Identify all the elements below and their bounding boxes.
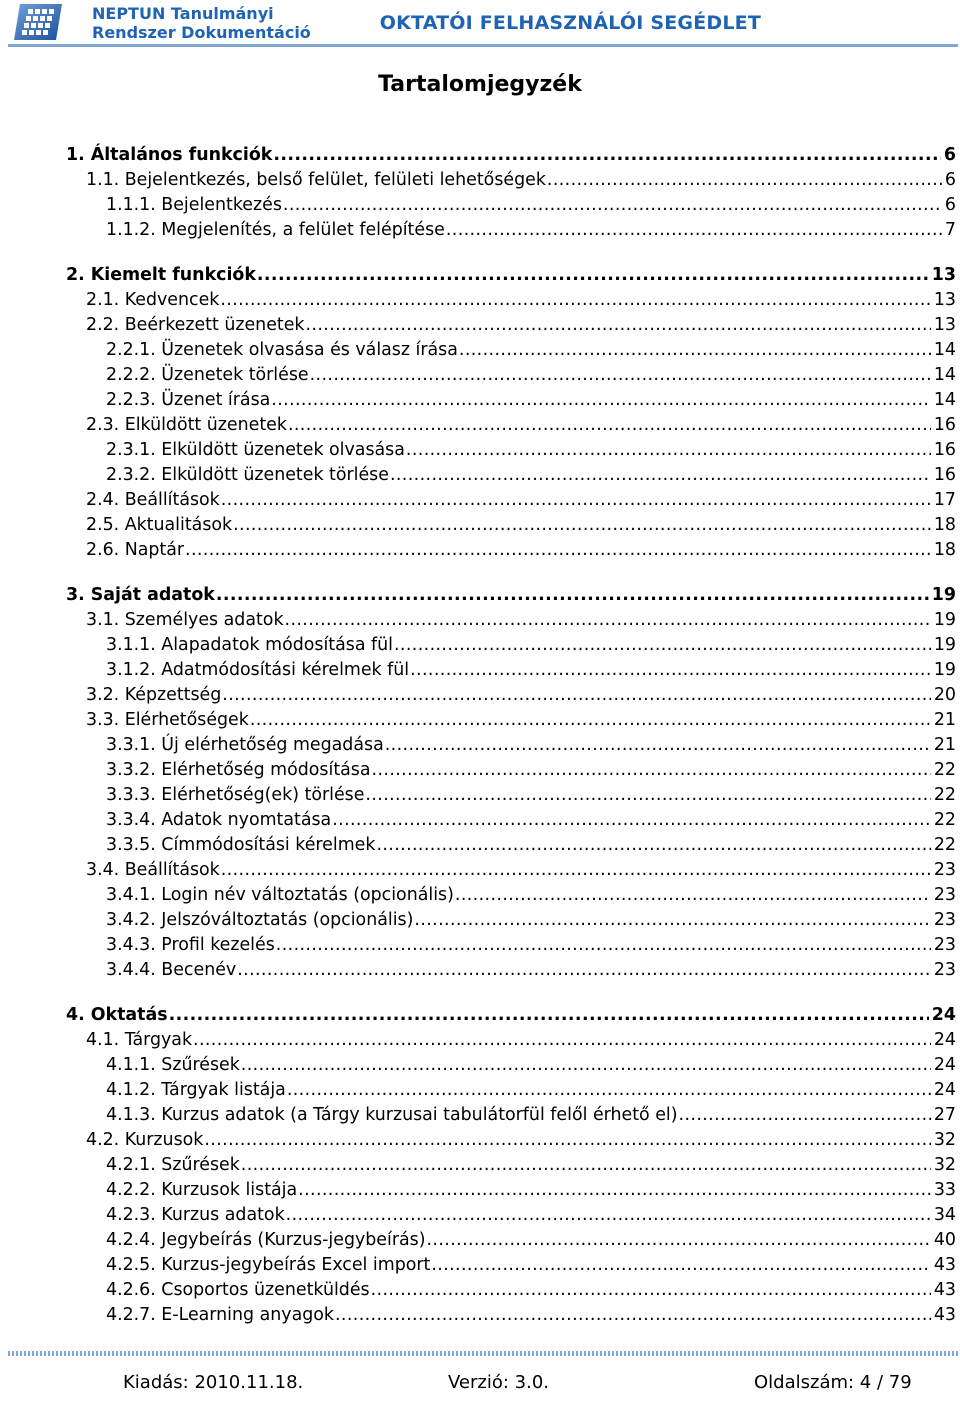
toc-entry[interactable] (66, 1178, 956, 1203)
toc-entry-page: 7 (944, 220, 956, 240)
toc-entry-page: 40 (933, 1230, 956, 1250)
toc-entry-page: 21 (933, 735, 956, 755)
toc-entry[interactable] (66, 683, 956, 708)
document-title: OKTATÓI FELHASZNÁLÓI SEGÉDLET (379, 12, 761, 34)
toc-entry[interactable] (66, 1078, 956, 1103)
toc-entry-label: 2.4. Beállítások (86, 490, 220, 510)
toc-entry[interactable] (66, 933, 956, 958)
toc-entry-label: 2.2. Beérkezett üzenetek (86, 315, 305, 335)
toc-leader-dots (283, 193, 942, 218)
toc-entry-page: 22 (933, 835, 956, 855)
toc-entry-page: 32 (933, 1130, 956, 1150)
toc-entry-page: 13 (933, 290, 956, 310)
toc-entry[interactable] (66, 1228, 956, 1253)
brand-line-1: NEPTUN Tanulmányi (92, 4, 274, 23)
header-divider (8, 44, 958, 47)
toc-leader-dots (547, 168, 942, 193)
toc-entry[interactable] (66, 708, 956, 733)
toc-leader-dots (185, 538, 931, 563)
footer-page-number: Oldalszám: 4 / 79 (754, 1372, 912, 1393)
toc-entry-label: 2.5. Aktualitások (86, 515, 233, 535)
toc-entry[interactable] (66, 1103, 956, 1128)
toc-entry-page: 32 (933, 1155, 956, 1175)
toc-entry-page: 23 (933, 910, 956, 930)
toc-entry-page: 22 (933, 760, 956, 780)
toc-entry[interactable] (66, 168, 956, 193)
brand-name (92, 4, 311, 42)
toc-entry[interactable] (66, 958, 956, 983)
toc-leader-dots (257, 263, 929, 288)
toc-entry-page: 24 (933, 1055, 956, 1075)
toc-entry[interactable] (66, 633, 956, 658)
toc-entry-page: 6 (944, 195, 956, 215)
toc-entry[interactable] (66, 883, 956, 908)
toc-leader-dots (406, 438, 931, 463)
toc-leader-dots (288, 413, 931, 438)
toc-entry-page: 14 (933, 365, 956, 385)
toc-entry-label: 3.1. Személyes adatok (86, 610, 284, 630)
toc-entry-label: 3.3.1. Új elérhetőség megadása (106, 735, 384, 755)
toc-entry-label: 2.3. Elküldött üzenetek (86, 415, 287, 435)
toc-entry[interactable] (66, 908, 956, 933)
toc-entry-page: 24 (933, 1080, 956, 1100)
toc-entry-page: 20 (933, 685, 956, 705)
toc-entry-page: 14 (933, 340, 956, 360)
toc-entry-page: 33 (933, 1180, 956, 1200)
toc-entry[interactable] (66, 388, 956, 413)
toc-leader-dots (221, 488, 931, 513)
toc-entry-page: 43 (933, 1305, 956, 1325)
toc-entry-page: 16 (933, 440, 956, 460)
toc-entry-page: 17 (933, 490, 956, 510)
toc-entry-page: 23 (933, 885, 956, 905)
toc-entry-page: 23 (933, 960, 956, 980)
footer-issue-date: Kiadás: 2010.11.18. (123, 1372, 304, 1393)
toc-leader-dots (385, 733, 931, 758)
toc-entry[interactable] (66, 1153, 956, 1178)
toc-entry[interactable] (66, 413, 956, 438)
toc-entry[interactable] (66, 1028, 956, 1053)
toc-entry-page: 13 (933, 315, 956, 335)
toc-leader-dots (216, 583, 929, 608)
toc-entry-label: 3.4.3. Profil kezelés (106, 935, 275, 955)
toc-entry-label: 3.3.3. Elérhetőség(ek) törlése (106, 785, 365, 805)
toc-entry-label: 4.2.2. Kurzusok listája (106, 1180, 298, 1200)
toc-entry-label: 4.2.5. Kurzus-jegybeírás Excel import (106, 1255, 431, 1275)
toc-entry-page: 23 (933, 860, 956, 880)
toc-leader-dots (276, 933, 931, 958)
toc-leader-dots (220, 288, 931, 313)
toc-leader-dots (221, 858, 931, 883)
toc-entry[interactable] (66, 1128, 956, 1153)
toc-leader-dots (250, 708, 931, 733)
toc-entry[interactable] (66, 1003, 956, 1028)
toc-entry[interactable] (66, 363, 956, 388)
footer-divider (8, 1351, 958, 1356)
toc-entry-label: 4.2.7. E-Learning anyagok (106, 1305, 334, 1325)
toc-entry[interactable] (66, 1203, 956, 1228)
toc-entry-label: 1.1.2. Megjelenítés, a felület felépítése (106, 220, 445, 240)
toc-entry[interactable] (66, 313, 956, 338)
toc-entry-page: 34 (933, 1205, 956, 1225)
toc-entry-page: 24 (933, 1030, 956, 1050)
toc-leader-dots (365, 783, 930, 808)
toc-entry-page: 19 (933, 610, 956, 630)
toc-entry-page: 23 (933, 935, 956, 955)
toc-entry-label: 3.4.2. Jelszóváltoztatás (opcionális) (106, 910, 414, 930)
toc-heading: Tartalomjegyzék (378, 72, 582, 97)
toc-entry[interactable] (66, 1303, 956, 1328)
toc-entry-page: 27 (933, 1105, 956, 1125)
toc-entry-label: 3.4.4. Becenév (106, 960, 237, 980)
neptun-logo-icon (14, 2, 64, 42)
toc-entry-label: 3.3.4. Adatok nyomtatása (106, 810, 332, 830)
toc-leader-dots (459, 338, 931, 363)
toc-entry-page: 19 (933, 660, 956, 680)
toc-entry[interactable] (66, 608, 956, 633)
toc-leader-dots (410, 658, 931, 683)
toc-entry[interactable] (66, 143, 956, 168)
toc-entry-label: 3.3. Elérhetőségek (86, 710, 249, 730)
toc-entry[interactable] (66, 288, 956, 313)
toc-entry[interactable] (66, 1278, 956, 1303)
toc-entry-page: 22 (933, 810, 956, 830)
toc-entry-page: 22 (933, 785, 956, 805)
toc-leader-dots (233, 513, 931, 538)
toc-entry-label: 2.6. Naptár (86, 540, 185, 560)
toc-entry-page: 14 (933, 390, 956, 410)
toc-leader-dots (306, 313, 931, 338)
toc-leader-dots (287, 1078, 931, 1103)
toc-entry-label: 1. Általános funkciók (66, 145, 273, 165)
toc-entry[interactable] (66, 858, 956, 883)
toc-leader-dots (414, 908, 930, 933)
toc-entry[interactable] (66, 1253, 956, 1278)
toc-entry[interactable] (66, 833, 956, 858)
toc-leader-dots (390, 463, 931, 488)
toc-entry-label: 2.2.1. Üzenetek olvasása és válasz írása (106, 340, 458, 360)
toc-entry[interactable] (66, 463, 956, 488)
toc-entry[interactable] (66, 263, 956, 288)
toc-entry-page: 43 (933, 1280, 956, 1300)
toc-leader-dots (285, 608, 931, 633)
toc-entry-label: 4.1. Tárgyak (86, 1030, 193, 1050)
toc-leader-dots (446, 218, 942, 243)
toc-entry-label: 4.2. Kurzusok (86, 1130, 204, 1150)
toc-entry[interactable] (66, 733, 956, 758)
toc-leader-dots (169, 1003, 929, 1028)
toc-leader-dots (237, 958, 931, 983)
toc-entry-page: 24 (931, 1005, 956, 1025)
toc-leader-dots (310, 363, 931, 388)
toc-entry-label: 2.3.1. Elküldött üzenetek olvasása (106, 440, 405, 460)
toc-entry-label: 1.1. Bejelentkezés, belső felület, felületi lehetőségek (86, 170, 546, 190)
toc-leader-dots (335, 1303, 931, 1328)
toc-entry-label: 4.2.3. Kurzus adatok (106, 1205, 285, 1225)
toc-entry-label: 3. Saját adatok (66, 585, 215, 605)
toc-entry-page: 43 (933, 1255, 956, 1275)
toc-entry[interactable] (66, 1053, 956, 1078)
toc-entry-page: 13 (931, 265, 956, 285)
toc-entry[interactable] (66, 218, 956, 243)
toc-entry-label: 4.1.3. Kurzus adatok (a Tárgy kurzusai tabulátorfül felől érhető el) (106, 1105, 678, 1125)
toc-entry-label: 4.1.2. Tárgyak listája (106, 1080, 286, 1100)
toc-entry-page: 19 (931, 585, 956, 605)
toc-entry[interactable] (66, 583, 956, 608)
toc-entry-label: 2.1. Kedvencek (86, 290, 220, 310)
toc-entry-label: 2.2.2. Üzenetek törlése (106, 365, 309, 385)
brand-line-2: Rendszer Dokumentáció (92, 23, 311, 42)
toc-leader-dots (455, 883, 931, 908)
toc-leader-dots (271, 388, 931, 413)
toc-entry-label: 3.1.1. Alapadatok módosítása fül (106, 635, 393, 655)
toc-leader-dots (431, 1253, 931, 1278)
toc-leader-dots (427, 1228, 931, 1253)
toc-entry-label: 1.1.1. Bejelentkezés (106, 195, 282, 215)
toc-entry[interactable] (66, 338, 956, 363)
toc-entry[interactable] (66, 488, 956, 513)
toc-entry-label: 4. Oktatás (66, 1005, 168, 1025)
footer-version: Verzió: 3.0. (448, 1372, 549, 1393)
toc-leader-dots (222, 683, 931, 708)
toc-entry-label: 3.4. Beállítások (86, 860, 220, 880)
toc-entry-page: 21 (933, 710, 956, 730)
toc-entry-label: 4.2.4. Jegybeírás (Kurzus-jegybeírás) (106, 1230, 426, 1250)
toc-entry-label: 3.4.1. Login név változtatás (opcionális) (106, 885, 454, 905)
toc-entry-page: 6 (944, 170, 956, 190)
toc-leader-dots (298, 1178, 931, 1203)
toc-leader-dots (193, 1028, 931, 1053)
toc-entry-label: 3.1.2. Adatmódosítási kérelmek fül (106, 660, 410, 680)
table-of-contents (66, 143, 956, 1328)
toc-entry-page: 18 (933, 540, 956, 560)
toc-leader-dots (376, 833, 930, 858)
toc-entry-page: 19 (933, 635, 956, 655)
toc-entry-page: 6 (943, 145, 956, 165)
toc-entry-label: 3.3.5. Címmódosítási kérelmek (106, 835, 376, 855)
toc-leader-dots (241, 1053, 931, 1078)
toc-entry-label: 2.2.3. Üzenet írása (106, 390, 271, 410)
toc-leader-dots (273, 143, 941, 168)
toc-leader-dots (679, 1103, 931, 1128)
toc-entry-page: 16 (933, 415, 956, 435)
toc-leader-dots (371, 1278, 931, 1303)
toc-entry-label: 4.1.1. Szűrések (106, 1055, 240, 1075)
toc-entry[interactable] (66, 658, 956, 683)
toc-entry[interactable] (66, 783, 956, 808)
toc-entry[interactable] (66, 193, 956, 218)
toc-leader-dots (286, 1203, 931, 1228)
toc-entry-label: 4.2.6. Csoportos üzenetküldés (106, 1280, 370, 1300)
toc-entry-label: 4.2.1. Szűrések (106, 1155, 240, 1175)
toc-entry[interactable] (66, 438, 956, 463)
toc-entry-label: 3.2. Képzettség (86, 685, 222, 705)
toc-entry-page: 18 (933, 515, 956, 535)
toc-leader-dots (241, 1153, 931, 1178)
toc-entry-label: 2.3.2. Elküldött üzenetek törlése (106, 465, 389, 485)
page-header (0, 0, 960, 50)
toc-entry[interactable] (66, 538, 956, 563)
toc-entry[interactable] (66, 808, 956, 833)
toc-entry-page: 16 (933, 465, 956, 485)
toc-leader-dots (204, 1128, 931, 1153)
toc-leader-dots (394, 633, 931, 658)
toc-entry-label: 2. Kiemelt funkciók (66, 265, 256, 285)
toc-leader-dots (332, 808, 931, 833)
toc-leader-dots (372, 758, 931, 783)
toc-entry[interactable] (66, 758, 956, 783)
toc-entry[interactable] (66, 513, 956, 538)
toc-entry-label: 3.3.2. Elérhetőség módosítása (106, 760, 371, 780)
